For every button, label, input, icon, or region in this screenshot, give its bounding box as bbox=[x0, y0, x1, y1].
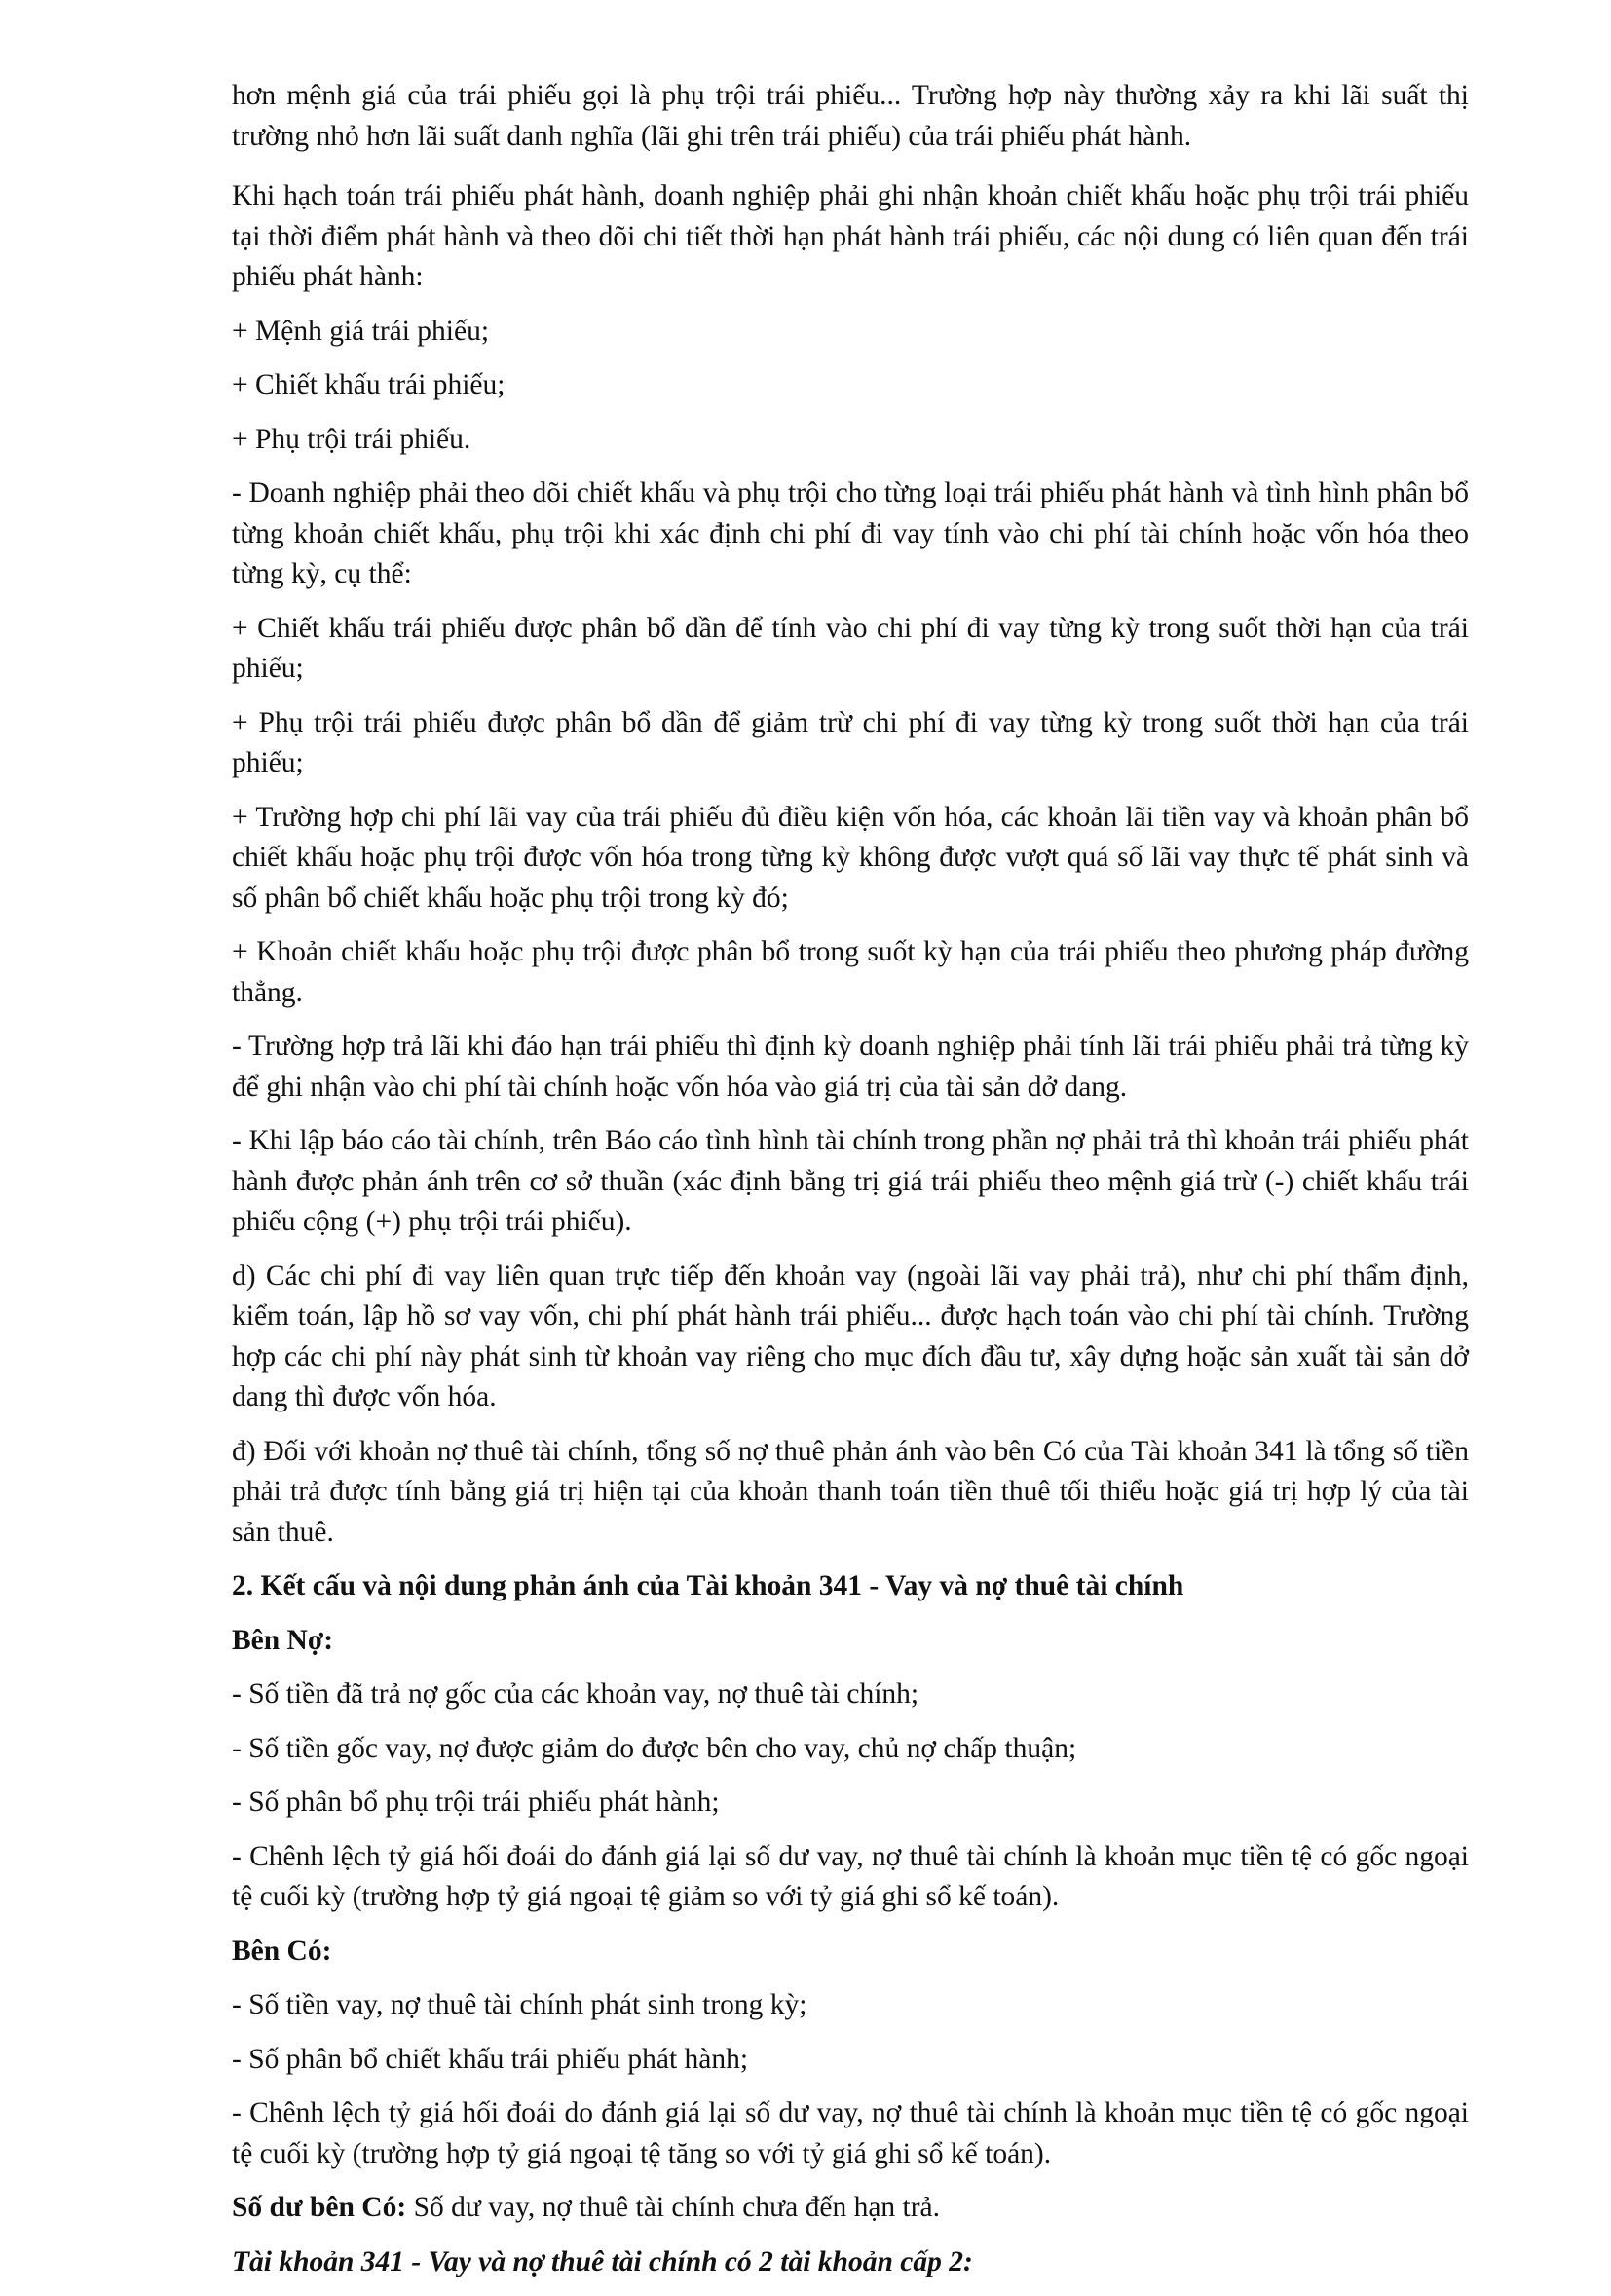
list-item: - Số phân bổ chiết khấu trái phiếu phát hành; bbox=[232, 2043, 749, 2075]
paragraph: - Khi lập báo cáo tài chính, trên Báo cáo tình hình tài chính trong phần nợ phải trả thì khoản trái phiếu phát hành được phản ánh trên cơ sở thuần (xác định bằng trị giá trái phiếu theo mệnh giá trừ (-) chiết khấu trái phiếu cộng (+) phụ trội trái phiếu). bbox=[232, 1125, 1469, 1237]
subaccount-heading: Tài khoản 341 - Vay và nợ thuê tài chính có 2 tài khoản cấp 2: bbox=[232, 2245, 973, 2277]
paragraph: Khi hạch toán trái phiếu phát hành, doanh nghiệp phải ghi nhận khoản chiết khấu hoặc phụ trội trái phiếu tại thời điểm phát hành và theo dõi chi tiết thời hạn phát hành trái phiếu, các nội dung có liên quan đến trái phiếu phát hành: bbox=[232, 180, 1469, 292]
list-item: + Khoản chiết khấu hoặc phụ trội được phân bổ trong suốt kỳ hạn của trái phiếu theo phương pháp đường thẳng. bbox=[232, 936, 1469, 1008]
list-item: + Chiết khấu trái phiếu được phân bổ dần để tính vào chi phí đi vay từng kỳ trong suốt thời hạn của trái phiếu; bbox=[232, 612, 1469, 684]
subheading-debit: Bên Nợ: bbox=[232, 1624, 334, 1656]
document-page bbox=[232, 76, 1469, 2296]
credit-balance-text: Số dư vay, nợ thuê tài chính chưa đến hạn trả. bbox=[406, 2192, 941, 2223]
list-item: - Số tiền vay, nợ thuê tài chính phát sinh trong kỳ; bbox=[232, 1989, 807, 2020]
list-item: - Chênh lệch tỷ giá hối đoái do đánh giá lại số dư vay, nợ thuê tài chính là khoản mục tiền tệ có gốc ngoại tệ cuối kỳ (trường hợp tỷ giá ngoại tệ giảm so với tỷ giá ghi sổ kế toán). bbox=[232, 1840, 1469, 1912]
paragraph: - Trường hợp trả lãi khi đáo hạn trái phiếu thì định kỳ doanh nghiệp phải tính lãi trái phiếu phải trả từng kỳ để ghi nhận vào chi phí tài chính hoặc vốn hóa vào giá trị của tài sản dở dang. bbox=[232, 1031, 1469, 1103]
credit-balance bbox=[232, 2188, 1469, 2229]
section-heading: 2. Kết cấu và nội dung phản ánh của Tài khoản 341 - Vay và nợ thuê tài chính bbox=[232, 1570, 1184, 1601]
list-item: - Số tiền gốc vay, nợ được giảm do được bên cho vay, chủ nợ chấp thuận; bbox=[232, 1732, 1077, 1764]
list-item: + Trường hợp chi phí lãi vay của trái phiếu đủ điều kiện vốn hóa, các khoản lãi tiền vay và khoản phân bổ chiết khấu hoặc phụ trội được vốn hóa trong từng kỳ không được vượt quá số lãi vay thực tế phát sinh và số phân bổ chiết khấu hoặc phụ trội trong kỳ đó; bbox=[232, 801, 1469, 914]
list-item: + Phụ trội trái phiếu. bbox=[232, 423, 471, 455]
paragraph: đ) Đối với khoản nợ thuê tài chính, tổng số nợ thuê phản ánh vào bên Có của Tài khoản 341 là tổng số tiền phải trả được tính bằng giá trị hiện tại của khoản thanh toán tiền thuê tối thiểu hoặc giá trị hợp lý của tài sản thuê. bbox=[232, 1435, 1469, 1548]
paragraph: hơn mệnh giá của trái phiếu gọi là phụ trội trái phiếu... Trường hợp này thường xảy ra khi lãi suất thị trường nhỏ hơn lãi suất danh nghĩa (lãi ghi trên trái phiếu) của trái phiếu phát hành. bbox=[232, 80, 1469, 152]
list-item: - Chênh lệch tỷ giá hối đoái do đánh giá lại số dư vay, nợ thuê tài chính là khoản mục tiền tệ có gốc ngoại tệ cuối kỳ (trường hợp tỷ giá ngoại tệ tăng so với tỷ giá ghi sổ kế toán). bbox=[232, 2097, 1469, 2169]
credit-balance-label: Số dư bên Có: bbox=[232, 2192, 407, 2223]
subheading-credit: Bên Có: bbox=[232, 1935, 332, 1967]
paragraph: d) Các chi phí đi vay liên quan trực tiếp đến khoản vay (ngoài lãi vay phải trả), như chi phí thẩm định, kiểm toán, lập hồ sơ vay vốn, chi phí phát hành trái phiếu... được hạch toán vào chi phí tài chính. Trường hợp các chi phí này phát sinh từ khoản vay riêng cho mục đích đầu tư, xây dựng hoặc sản xuất tài sản dở dang thì được vốn hóa. bbox=[232, 1260, 1469, 1412]
list-item: + Mệnh giá trái phiếu; bbox=[232, 315, 490, 347]
list-item: - Số phân bổ phụ trội trái phiếu phát hành; bbox=[232, 1787, 720, 1818]
list-item: - Số tiền đã trả nợ gốc của các khoản vay, nợ thuê tài chính; bbox=[232, 1678, 919, 1710]
list-item: + Phụ trội trái phiếu được phân bổ dần để giảm trừ chi phí đi vay từng kỳ trong suốt thời hạn của trái phiếu; bbox=[232, 706, 1469, 778]
paragraph: - Doanh nghiệp phải theo dõi chiết khấu và phụ trội cho từng loại trái phiếu phát hành và tình hình phân bổ từng khoản chiết khấu, phụ trội khi xác định chi phí đi vay tính vào chi phí tài chính hoặc vốn hóa theo từng kỳ, cụ thể: bbox=[232, 477, 1469, 589]
list-item: + Chiết khấu trái phiếu; bbox=[232, 369, 506, 400]
